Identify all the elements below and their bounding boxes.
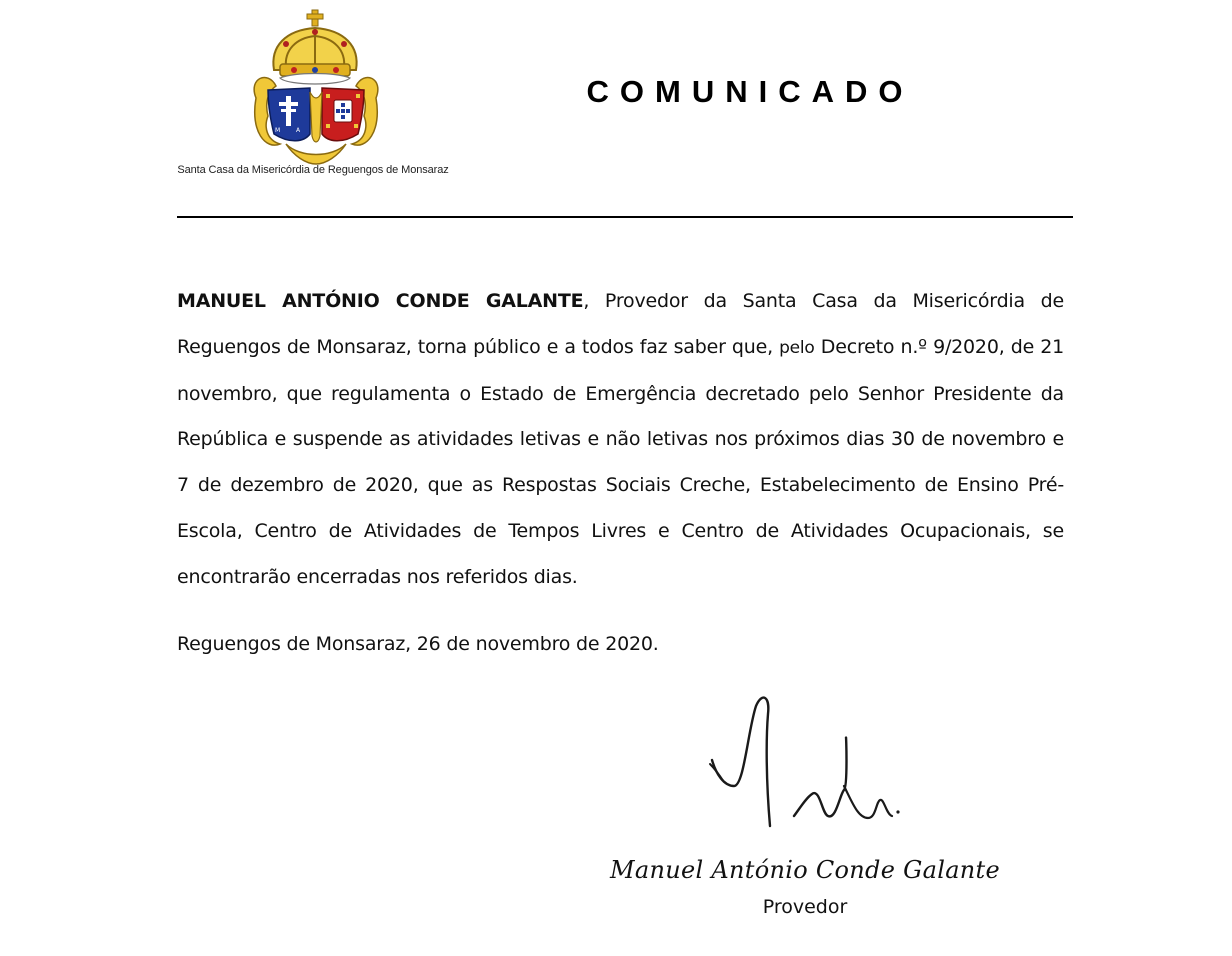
signer-name: Manuel António Conde Galante: [609, 856, 1001, 884]
body-text-part-3: Decreto n.º 9/2020, de 21 novembro, que regulamenta o Estado de Emergência decretado pelo Senhor Presidente da República e suspende as atividades letivas e não letivas nos próximos dias 30 de novembro e 7 de dezembro de 2020, que as Respostas Sociais Creche, Estabelecimento de Ensino Pré-Escola, Centro de Atividades de Tempos Livres e Centro de Atividades Ocupacionais, se encontrarão encerradas nos referidos dias.: [177, 335, 1064, 588]
signer-title: Provedor: [762, 896, 848, 918]
svg-text:A: A: [296, 127, 301, 134]
body-text-part-2: pelo: [779, 337, 815, 358]
santa-casa-logo: [246, 8, 386, 166]
logo-caption: Santa Casa da Misericórdia de Reguengos de Monsaraz: [177, 164, 449, 176]
body-text-part-1: , Provedor da Santa Casa da Misericórdia de Reguengos de Monsaraz, torna público e a todos faz saber que,: [177, 290, 1065, 358]
place-and-date: Reguengos de Monsaraz, 26 de novembro de 2020.: [177, 633, 659, 655]
provedor-name: MANUEL ANTÓNIO CONDE GALANTE: [177, 290, 584, 312]
communique-body: [177, 279, 1064, 601]
handwritten-signature: [690, 690, 920, 840]
document-title: COMUNICADO: [586, 74, 914, 109]
svg-text:M: M: [275, 127, 281, 134]
header-divider: [177, 216, 1073, 218]
coat-of-arms-icon: [246, 8, 386, 166]
signature-icon: [690, 690, 920, 840]
